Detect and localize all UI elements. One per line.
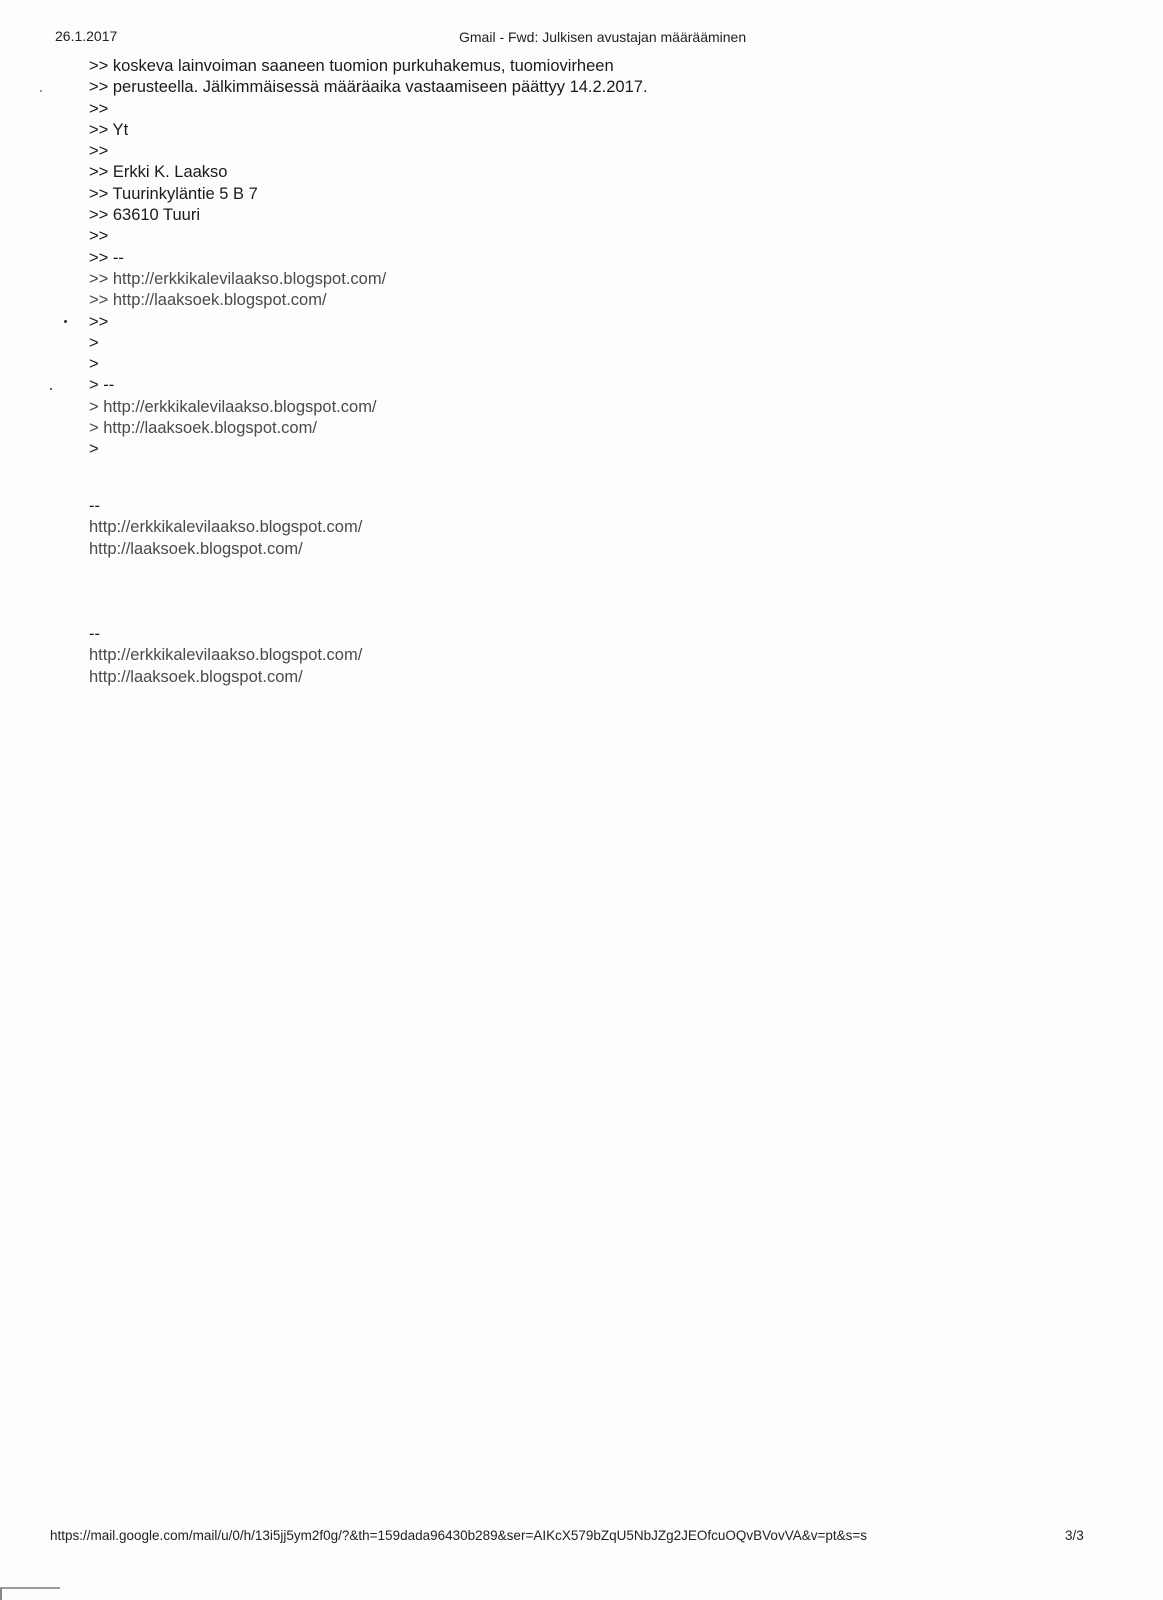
body-line: >> Yt [89, 120, 129, 139]
body-line: >> [89, 99, 109, 118]
signature-link: http://laaksoek.blogspot.com/ [89, 539, 303, 558]
body-line: >> koskeva lainvoiman saaneen tuomion purkuhakemus, tuomiovirheen [89, 57, 614, 75]
body-line: >> Erkki K. Laakso [89, 163, 228, 182]
body-line: >> [89, 312, 109, 331]
page-footer-url: https://mail.google.com/mail/u/0/h/13i5jj5ym2f0g/?&th=159dada96430b289&ser=AIKcX579bZqU5NbJZg2JEOfcuOQvBVovVA&v=pt&s=s [50, 1528, 867, 1543]
body-line: >> perusteella. Jälkimmäisessä määräaika vastaamiseen päättyy 14.2.2017. [89, 78, 648, 97]
signature-link: http://erkkikalevilaakso.blogspot.com/ [89, 518, 363, 537]
scan-speck [50, 388, 52, 390]
body-line: > [89, 355, 99, 374]
scan-speck [64, 320, 67, 323]
signature-link: http://laaksoek.blogspot.com/ [89, 667, 303, 686]
body-line: > [89, 440, 99, 459]
signature-separator: -- [89, 497, 100, 515]
body-line: > [89, 333, 99, 352]
signature-block-1 [89, 496, 362, 560]
email-quoted-body [89, 56, 648, 461]
page-header-title: Gmail - Fwd: Julkisen avustajan määrääminen [459, 29, 747, 45]
signature-separator: -- [89, 625, 100, 643]
scan-speck [40, 90, 42, 92]
scan-edge-mark [0, 1588, 2, 1600]
body-line: >> -- [89, 248, 124, 267]
signature-link: http://erkkikalevilaakso.blogspot.com/ [89, 646, 363, 665]
scan-edge-mark [0, 1587, 60, 1589]
body-link-line: > http://laaksoek.blogspot.com/ [89, 419, 317, 438]
page-header-date: 26.1.2017 [55, 28, 118, 44]
body-line: >> 63610 Tuuri [89, 206, 201, 225]
body-line: > -- [89, 376, 115, 395]
body-link-line: > http://erkkikalevilaakso.blogspot.com/ [89, 397, 377, 416]
signature-block-2 [89, 624, 362, 688]
body-line: >> [89, 227, 109, 246]
body-link-line: >> http://laaksoek.blogspot.com/ [89, 291, 327, 310]
body-line: >> [89, 142, 109, 161]
body-line: >> Tuurinkyläntie 5 B 7 [89, 184, 258, 203]
page-footer-page-number: 3/3 [1065, 1528, 1084, 1543]
body-link-line: >> http://erkkikalevilaakso.blogspot.com/ [89, 269, 387, 288]
